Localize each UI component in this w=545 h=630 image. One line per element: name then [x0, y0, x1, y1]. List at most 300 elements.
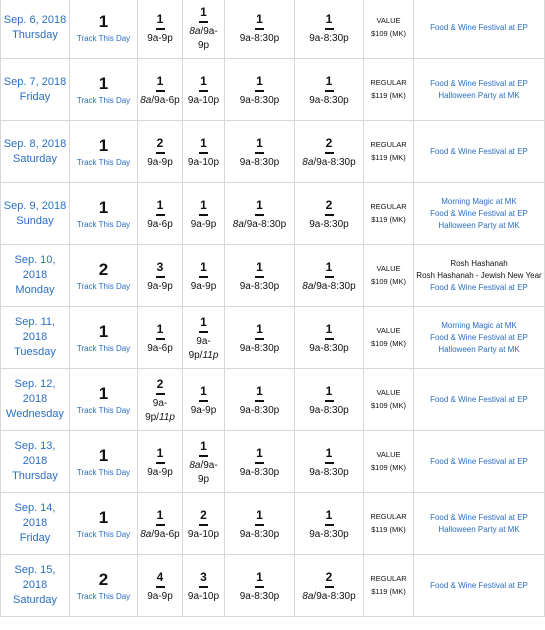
hours-text: 9a-8:30p [309, 466, 349, 478]
park-crowd-level: 1 [200, 438, 207, 453]
park-level-bar [255, 90, 264, 92]
hours-text: 9a-9p/ [188, 335, 211, 361]
event-link[interactable]: Morning Magic at MK [441, 320, 517, 330]
hours-text: 9a-8:30p [239, 528, 280, 540]
event-link[interactable]: Morning Magic at MK [441, 196, 517, 206]
date-line: Sep. 13, [14, 440, 56, 452]
crowd-level: 1 [98, 508, 109, 527]
park-hours [225, 32, 294, 46]
date-link[interactable] [1, 501, 69, 546]
date-line: Sep. 10, [14, 254, 56, 266]
date-link[interactable] [1, 137, 69, 167]
park-cell [138, 369, 183, 431]
park-cell [138, 493, 183, 555]
park-level-bar [199, 524, 208, 526]
ticket-price-cell [364, 245, 414, 307]
event-link[interactable]: Food & Wine Festival at EP [430, 208, 528, 218]
table-row [1, 369, 545, 431]
park-crowd-level: 1 [325, 11, 333, 26]
park-cell [225, 307, 295, 369]
table-row [1, 307, 545, 369]
park-cell [138, 121, 183, 183]
park-cell [183, 493, 225, 555]
park-level-bar [156, 276, 165, 278]
date-cell [1, 555, 70, 617]
park-cell [138, 59, 183, 121]
park-crowd-level: 1 [256, 507, 263, 522]
park-cell [295, 0, 364, 59]
park-crowd-level: 1 [200, 314, 207, 329]
event-text: Rosh Hashanah [450, 258, 508, 268]
price-value: $119 (MK) [371, 153, 406, 162]
date-line: Saturday [12, 594, 58, 606]
track-this-day-link[interactable]: Track This Day [76, 282, 131, 291]
park-cell [225, 555, 295, 617]
crowd-level-cell [70, 59, 138, 121]
hours-text: 9a-10p [187, 528, 220, 540]
price-type: VALUE [376, 450, 401, 459]
park-hours [183, 404, 224, 418]
hours-text: 9a-9p [190, 404, 217, 416]
park-hours [225, 404, 294, 418]
date-line: Sep. 11, [14, 316, 56, 328]
park-crowd-level: 1 [325, 445, 333, 460]
event-link[interactable]: Halloween Party at MK [438, 524, 520, 534]
events-cell [414, 555, 545, 617]
date-line: Monday [15, 284, 55, 296]
crowd-level-cell [70, 245, 138, 307]
park-hours [138, 156, 182, 170]
park-cell [138, 555, 183, 617]
event-link[interactable]: Food & Wine Festival at EP [430, 456, 528, 466]
hours-text: 9a-8:30p [239, 590, 280, 602]
park-crowd-level: 1 [256, 135, 263, 150]
park-hours [295, 156, 363, 170]
park-level-bar [156, 338, 165, 340]
park-crowd-level: 2 [200, 507, 207, 522]
event-link[interactable]: Food & Wine Festival at EP [430, 394, 528, 404]
park-level-bar [156, 214, 165, 216]
park-hours [138, 342, 182, 356]
crowd-level-cell [70, 0, 138, 59]
crowd-level: 1 [98, 384, 109, 403]
date-line: 2018 [22, 393, 48, 405]
park-cell [295, 431, 364, 493]
park-cell [225, 183, 295, 245]
park-level-bar [199, 455, 208, 457]
date-cell [1, 307, 70, 369]
date-cell [1, 183, 70, 245]
park-hours [225, 466, 294, 480]
extra-hours: 8a [302, 156, 314, 168]
price-value: $119 (MK) [371, 215, 406, 224]
events-cell [414, 245, 545, 307]
track-this-day-link[interactable]: Track This Day [76, 468, 131, 477]
table-row [1, 555, 545, 617]
date-line: Friday [19, 90, 51, 103]
price-value: $119 (MK) [371, 91, 406, 100]
date-line: 2018 [22, 455, 48, 467]
park-crowd-level: 1 [325, 507, 333, 522]
date-cell [1, 493, 70, 555]
price-value: $109 (MK) [370, 277, 406, 286]
park-hours [183, 528, 224, 542]
date-line: Sep. 6, 2018 [3, 13, 67, 26]
park-level-bar [156, 90, 165, 92]
date-cell [1, 431, 70, 493]
hours-text: /9a-6p [151, 528, 180, 540]
park-hours [295, 32, 363, 46]
park-hours [295, 218, 363, 232]
date-cell [1, 369, 70, 431]
events-cell [414, 431, 545, 493]
park-hours [138, 32, 182, 46]
track-this-day-link[interactable]: Track This Day [76, 530, 131, 539]
date-line: 2018 [22, 579, 48, 591]
park-hours [138, 528, 182, 542]
hours-text: 9a-8:30p [239, 156, 280, 168]
date-link[interactable] [1, 253, 69, 298]
hours-text: 9a-8:30p [309, 94, 349, 106]
park-level-bar [156, 28, 165, 30]
park-hours [295, 590, 363, 604]
date-link[interactable] [1, 563, 69, 608]
park-level-bar [255, 152, 264, 154]
park-level-bar [156, 152, 165, 154]
hours-text: 9a-9p [190, 280, 217, 292]
hours-text: 9a-8:30p [239, 280, 280, 292]
park-cell [183, 307, 225, 369]
park-crowd-level: 2 [325, 197, 333, 212]
date-link[interactable] [1, 75, 69, 105]
park-hours [183, 156, 224, 170]
price-type: REGULAR [370, 512, 407, 521]
park-level-bar [325, 90, 334, 92]
park-level-bar [325, 214, 334, 216]
table-row [1, 0, 545, 59]
park-level-bar [325, 524, 334, 526]
park-cell [295, 59, 364, 121]
park-hours [295, 94, 363, 108]
event-link[interactable]: Halloween Party at MK [438, 90, 520, 100]
price-type: VALUE [376, 388, 401, 397]
ticket-price-cell [364, 59, 414, 121]
ticket-price-cell [364, 493, 414, 555]
park-hours [138, 466, 182, 480]
date-line: Sunday [16, 214, 54, 227]
park-crowd-level: 1 [325, 73, 333, 88]
date-line: Tuesday [14, 346, 56, 358]
date-line: Sep. 15, [14, 564, 56, 576]
hours-text: 9a-8:30p [239, 404, 280, 416]
price-type: REGULAR [370, 78, 407, 87]
events-cell [414, 59, 545, 121]
extra-hours: 8a [232, 218, 244, 230]
date-line: Thursday [12, 470, 58, 482]
hours-text: 9a-9p [190, 218, 217, 230]
park-crowd-level: 1 [200, 383, 207, 398]
price-value: $119 (MK) [371, 525, 406, 534]
park-hours [138, 280, 182, 294]
park-cell [295, 121, 364, 183]
date-line: Sep. 9, 2018 [3, 199, 67, 212]
calendar-body [1, 0, 545, 617]
track-this-day-link[interactable]: Track This Day [76, 34, 131, 43]
hours-text: 9a-8:30p [309, 404, 349, 416]
hours-text: /9a-8:30p [243, 218, 287, 230]
crowd-level: 1 [98, 74, 109, 93]
park-cell [183, 59, 225, 121]
park-crowd-level: 1 [200, 259, 207, 274]
park-crowd-level: 2 [156, 376, 164, 391]
park-hours [183, 94, 224, 108]
price-value: $119 (MK) [371, 587, 406, 596]
park-cell [295, 245, 364, 307]
price-type: REGULAR [370, 574, 407, 583]
track-this-day-link[interactable]: Track This Day [76, 406, 131, 415]
price-value: $109 (MK) [370, 339, 406, 348]
park-crowd-level: 4 [156, 569, 164, 584]
date-line: 2018 [22, 269, 48, 281]
date-line: 2018 [22, 517, 48, 529]
park-level-bar [156, 393, 165, 395]
park-level-bar [199, 276, 208, 278]
park-crowd-level: 3 [200, 569, 207, 584]
park-level-bar [199, 586, 208, 588]
track-this-day-link[interactable]: Track This Day [76, 592, 131, 601]
park-cell [295, 183, 364, 245]
park-cell [225, 369, 295, 431]
park-level-bar [255, 524, 264, 526]
park-level-bar [255, 400, 264, 402]
crowd-level: 2 [98, 260, 109, 279]
hours-text: 9a-8:30p [239, 94, 280, 106]
crowd-level-cell [70, 431, 138, 493]
date-link[interactable] [1, 377, 69, 422]
hours-text: 9a-9p [147, 590, 173, 602]
park-cell [138, 431, 183, 493]
events-cell [414, 121, 545, 183]
park-cell [225, 59, 295, 121]
park-hours [295, 466, 363, 480]
events-cell [414, 493, 545, 555]
event-link[interactable]: Food & Wine Festival at EP [430, 512, 528, 522]
ticket-price-cell [364, 369, 414, 431]
park-hours [183, 459, 224, 487]
price-type: VALUE [376, 16, 401, 25]
park-hours [138, 590, 182, 604]
park-cell [295, 493, 364, 555]
park-level-bar [255, 28, 264, 30]
park-level-bar [199, 331, 208, 333]
hours-text: 9a-8:30p [309, 218, 349, 230]
table-row [1, 431, 545, 493]
park-crowd-level: 1 [256, 11, 263, 26]
date-cell [1, 245, 70, 307]
park-cell [225, 245, 295, 307]
hours-text: 9a-8:30p [239, 342, 280, 354]
crowd-level-cell [70, 307, 138, 369]
hours-text: /9a-8:30p [313, 280, 356, 292]
park-hours [183, 280, 224, 294]
date-line: Sep. 14, [14, 502, 56, 514]
event-link[interactable]: Food & Wine Festival at EP [430, 78, 528, 88]
park-cell [295, 555, 364, 617]
hours-text: 9a-8:30p [309, 342, 349, 354]
hours-text: 9a-8:30p [309, 32, 349, 44]
extra-hours: 8a [140, 94, 152, 106]
event-link[interactable]: Food & Wine Festival at EP [430, 580, 528, 590]
track-this-day-link[interactable]: Track This Day [76, 344, 131, 353]
park-cell [138, 0, 183, 59]
park-hours [138, 218, 182, 232]
track-this-day-link[interactable]: Track This Day [76, 220, 131, 229]
park-crowd-level: 1 [325, 259, 333, 274]
park-level-bar [255, 338, 264, 340]
park-crowd-level: 1 [256, 73, 263, 88]
event-link[interactable]: Halloween Party at MK [438, 220, 520, 230]
date-cell [1, 121, 70, 183]
date-link[interactable] [1, 439, 69, 484]
hours-text: 9a-10p [187, 590, 220, 602]
park-level-bar [199, 152, 208, 154]
park-crowd-level: 1 [156, 321, 164, 336]
price-value: $109 (MK) [370, 29, 406, 38]
price-type: REGULAR [370, 140, 407, 149]
park-level-bar [156, 524, 165, 526]
park-level-bar [199, 214, 208, 216]
date-link[interactable] [1, 199, 69, 229]
track-this-day-link[interactable]: Track This Day [76, 158, 131, 167]
event-link[interactable]: Food & Wine Festival at EP [430, 332, 528, 342]
park-hours [295, 280, 363, 294]
price-type: VALUE [376, 264, 401, 273]
hours-text: 9a-8:30p [239, 466, 280, 478]
park-crowd-level: 1 [200, 135, 207, 150]
park-crowd-level: 1 [200, 73, 207, 88]
table-row [1, 59, 545, 121]
park-hours [225, 280, 294, 294]
park-level-bar [325, 152, 334, 154]
park-hours [225, 156, 294, 170]
event-link[interactable]: Halloween Party at MK [438, 344, 520, 354]
park-hours [183, 590, 224, 604]
track-this-day-link[interactable]: Track This Day [76, 96, 131, 105]
park-crowd-level: 2 [325, 135, 333, 150]
extra-hours: 11p [158, 411, 175, 423]
park-cell [225, 493, 295, 555]
park-cell [183, 0, 225, 59]
crowd-level-cell [70, 555, 138, 617]
park-level-bar [199, 21, 208, 23]
park-crowd-level: 2 [325, 569, 333, 584]
hours-text: 9a-10p [187, 156, 220, 168]
park-level-bar [255, 462, 264, 464]
date-line: Wednesday [6, 408, 64, 420]
park-cell [225, 0, 295, 59]
hours-text: 9a-6p [147, 342, 173, 354]
crowd-level: 1 [98, 136, 109, 155]
park-cell [183, 121, 225, 183]
park-crowd-level: 1 [256, 259, 263, 274]
price-value: $109 (MK) [370, 401, 406, 410]
park-crowd-level: 1 [156, 73, 164, 88]
date-cell [1, 0, 70, 59]
date-line: Sep. 8, 2018 [3, 137, 67, 150]
date-line: Sep. 12, [14, 378, 56, 390]
park-hours [138, 94, 182, 108]
park-crowd-level: 1 [156, 11, 164, 26]
park-crowd-level: 1 [256, 321, 263, 336]
event-link[interactable]: Food & Wine Festival at EP [430, 282, 528, 292]
park-cell [138, 245, 183, 307]
hours-text: 9a-9p [147, 280, 173, 292]
event-link[interactable]: Food & Wine Festival at EP [430, 22, 528, 32]
crowd-level-cell [70, 183, 138, 245]
events-cell [414, 307, 545, 369]
park-level-bar [325, 276, 334, 278]
crowd-level: 1 [98, 12, 109, 31]
park-hours [225, 590, 294, 604]
park-level-bar [325, 586, 334, 588]
ticket-price-cell [364, 431, 414, 493]
crowd-level: 1 [98, 198, 109, 217]
hours-text: 9a-6p [147, 218, 173, 230]
park-cell [295, 369, 364, 431]
park-level-bar [325, 28, 334, 30]
table-row [1, 121, 545, 183]
park-cell [138, 307, 183, 369]
park-cell [183, 369, 225, 431]
park-hours [225, 342, 294, 356]
extra-hours: 8a [302, 590, 314, 602]
crowd-level-cell [70, 493, 138, 555]
hours-text: 9a-9p [147, 156, 173, 168]
park-crowd-level: 1 [256, 569, 263, 584]
price-type: REGULAR [370, 202, 407, 211]
date-link[interactable] [1, 315, 69, 360]
park-hours [183, 335, 224, 363]
park-hours [295, 342, 363, 356]
extra-hours: 8a [189, 459, 201, 471]
park-crowd-level: 3 [156, 259, 164, 274]
hours-text: /9a-8:30p [313, 156, 356, 168]
date-line: Sep. 7, 2018 [3, 75, 67, 88]
park-level-bar [156, 462, 165, 464]
extra-hours: 8a [140, 528, 152, 540]
crowd-level: 2 [98, 570, 109, 589]
date-line: Friday [19, 532, 51, 544]
table-row [1, 183, 545, 245]
park-hours [183, 25, 224, 53]
park-level-bar [325, 462, 334, 464]
park-crowd-level: 1 [256, 383, 263, 398]
park-level-bar [325, 400, 334, 402]
event-link[interactable]: Food & Wine Festival at EP [430, 146, 528, 156]
date-line: Saturday [12, 152, 58, 165]
hours-text: /9a-6p [151, 94, 180, 106]
park-hours [225, 218, 294, 232]
hours-text: /9a-9p [197, 459, 218, 485]
date-line: 2018 [22, 331, 48, 343]
ticket-price-cell [364, 307, 414, 369]
park-hours [225, 528, 294, 542]
extra-hours: 8a [189, 25, 201, 37]
events-cell [414, 369, 545, 431]
date-link[interactable] [1, 13, 69, 43]
hours-text: /9a-9p [197, 25, 218, 51]
park-crowd-level: 1 [200, 4, 207, 19]
